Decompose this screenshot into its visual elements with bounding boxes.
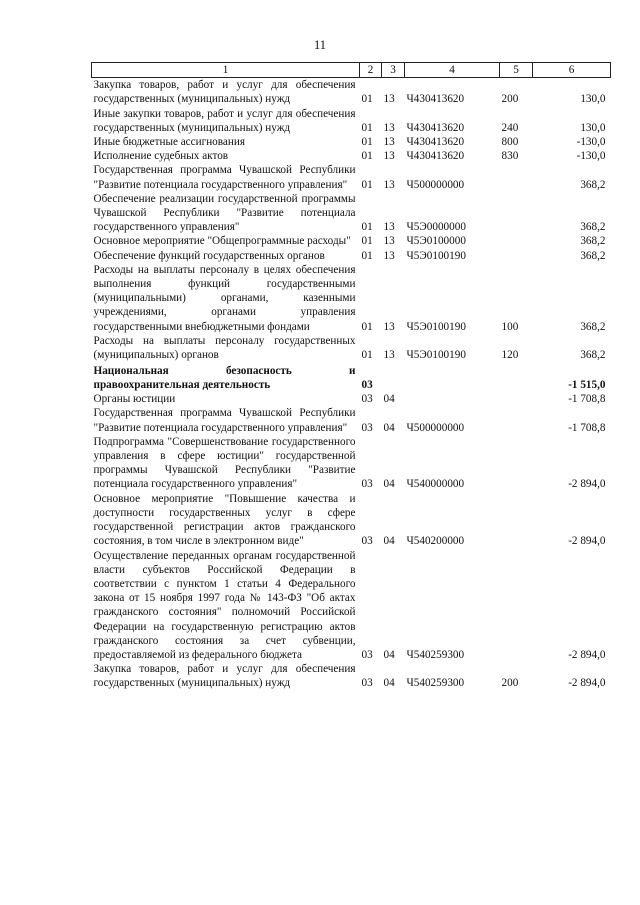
row-expense-type bbox=[500, 192, 533, 235]
row-name: Национальная безопасность и правоохранительная деятельность bbox=[93, 364, 356, 392]
row-section: 01 bbox=[361, 150, 373, 163]
row-section: 01 bbox=[361, 93, 373, 106]
row-target-code: Ч540259300 bbox=[406, 648, 465, 661]
row-amount: -1 708,8 bbox=[568, 393, 606, 406]
row-expense-type bbox=[500, 492, 533, 549]
row-name: Обеспечение функций государственных органов bbox=[93, 249, 325, 262]
row-section: 01 bbox=[361, 349, 373, 362]
row-target-code: Ч540259300 bbox=[406, 677, 465, 690]
row-name: Иные бюджетные ассигнования bbox=[93, 136, 245, 149]
table-row bbox=[92, 362, 611, 392]
row-target-code: Ч500000000 bbox=[406, 178, 465, 191]
row-section: 01 bbox=[361, 121, 373, 134]
row-expense-type: 120 bbox=[501, 349, 519, 362]
row-target-code: Ч5Э0100190 bbox=[406, 249, 466, 262]
row-subsection bbox=[382, 362, 405, 392]
row-amount: -2 894,0 bbox=[568, 677, 606, 690]
row-section: 01 bbox=[361, 320, 373, 333]
row-target-code: Ч430413620 bbox=[406, 136, 465, 149]
table-row bbox=[92, 234, 611, 248]
row-amount: 368,2 bbox=[580, 249, 606, 262]
row-name: Закупка товаров, работ и услуг для обеспечения государственных (муниципальных) нужд bbox=[93, 663, 356, 690]
table-header bbox=[92, 63, 611, 78]
row-amount: 368,2 bbox=[580, 320, 606, 333]
row-expense-type bbox=[500, 163, 533, 191]
row-name: Основное мероприятие "Общепрограммные расходы" bbox=[93, 235, 351, 248]
row-section: 03 bbox=[361, 478, 373, 491]
row-amount: -2 894,0 bbox=[568, 648, 606, 661]
page-number: 11 bbox=[313, 38, 327, 52]
row-name: Исполнение судебных актов bbox=[93, 150, 229, 163]
row-subsection: 04 bbox=[383, 393, 395, 406]
row-section: 01 bbox=[361, 178, 373, 191]
row-expense-type: 830 bbox=[501, 150, 519, 163]
header-row bbox=[92, 63, 611, 78]
row-expense-type bbox=[500, 435, 533, 492]
header-col-3: 3 bbox=[382, 63, 405, 78]
row-target-code: Ч540000000 bbox=[406, 478, 465, 491]
row-section: 03 bbox=[361, 677, 373, 690]
row-section: 03 bbox=[361, 421, 373, 434]
row-section: 01 bbox=[361, 136, 373, 149]
row-amount: 368,2 bbox=[580, 235, 606, 248]
row-subsection: 13 bbox=[383, 320, 395, 333]
table-row bbox=[92, 107, 611, 135]
row-name: Государственная программа Чувашской Республики "Развитие потенциала государственного управления" bbox=[93, 407, 356, 434]
row-amount: -1 515,0 bbox=[568, 379, 606, 392]
budget-table bbox=[91, 62, 611, 691]
table-row bbox=[92, 163, 611, 191]
row-name: Основное мероприятие "Повышение качества и доступности государственных услуг в сфере государственной регистрации актов гражданского состояния, в том числе в электронном виде" bbox=[93, 492, 356, 548]
row-target-code: Ч500000000 bbox=[406, 421, 465, 434]
row-name: Иные закупки товаров, работ и услуг для обеспечения государственных (муниципальных) нужд bbox=[93, 107, 356, 134]
row-expense-type bbox=[500, 549, 533, 663]
header-col-2: 2 bbox=[360, 63, 382, 78]
row-section: 01 bbox=[361, 235, 373, 248]
row-subsection: 13 bbox=[383, 93, 395, 106]
row-section: 03 bbox=[361, 393, 373, 406]
table-row bbox=[92, 192, 611, 235]
row-target-code: Ч540200000 bbox=[406, 535, 465, 548]
row-target-code bbox=[405, 392, 500, 406]
table-row bbox=[92, 406, 611, 434]
row-target-code bbox=[405, 362, 500, 392]
row-expense-type: 100 bbox=[501, 320, 519, 333]
row-amount: -1 708,8 bbox=[568, 421, 606, 434]
row-subsection: 04 bbox=[383, 421, 395, 434]
row-name: Государственная программа Чувашской Республики "Развитие потенциала государственного управления" bbox=[93, 164, 356, 191]
row-amount: -130,0 bbox=[576, 150, 606, 163]
row-subsection: 13 bbox=[383, 235, 395, 248]
row-subsection: 04 bbox=[383, 648, 395, 661]
row-target-code: Ч5Э0100000 bbox=[406, 235, 466, 248]
table-row bbox=[92, 662, 611, 690]
row-amount: 368,2 bbox=[580, 221, 606, 234]
header-col-6: 6 bbox=[533, 63, 611, 78]
row-subsection: 04 bbox=[383, 535, 395, 548]
row-section: 03 bbox=[361, 535, 373, 548]
row-subsection: 04 bbox=[383, 677, 395, 690]
row-target-code: Ч430413620 bbox=[406, 150, 465, 163]
row-amount: 368,2 bbox=[580, 178, 606, 191]
table-row bbox=[92, 492, 611, 549]
header-col-5: 5 bbox=[500, 63, 533, 78]
row-name: Осуществление переданных органам государственной власти субъектов Российской Федерации в соответствии с пунктом 1 статьи 4 Федерального закона от 15 ноября 1997 года № 143-ФЗ "Об актах гражданского состояния" полномочий Российской Федерации на государственную регистрацию актов гражданского состояния за счет субвенции, предоставляемой из федерального бюджета bbox=[93, 549, 356, 661]
row-expense-type: 240 bbox=[501, 121, 519, 134]
row-name: Расходы на выплаты персоналу в целях обеспечения выполнения функций государственными (муниципальными) органами, казенными учреждениями, органами управления государственными внебюджетными фондами bbox=[93, 263, 356, 333]
row-target-code: Ч430413620 bbox=[406, 93, 465, 106]
row-amount: -2 894,0 bbox=[568, 478, 606, 491]
row-subsection: 13 bbox=[383, 349, 395, 362]
row-expense-type: 200 bbox=[501, 93, 519, 106]
row-expense-type bbox=[500, 362, 533, 392]
row-section: 01 bbox=[361, 249, 373, 262]
row-subsection: 13 bbox=[383, 221, 395, 234]
row-target-code: Ч430413620 bbox=[406, 121, 465, 134]
row-expense-type bbox=[500, 234, 533, 248]
row-name: Обеспечение реализации государственной программы Чувашской Республики "Развитие потенциала государственного управления" bbox=[93, 192, 356, 234]
row-name: Расходы на выплаты персоналу государственных (муниципальных) органов bbox=[93, 334, 356, 362]
row-section: 03 bbox=[361, 648, 373, 661]
row-target-code: Ч5Э0100190 bbox=[406, 320, 466, 333]
table-row bbox=[92, 135, 611, 149]
row-section: 01 bbox=[361, 221, 373, 234]
table-row bbox=[92, 392, 611, 406]
row-section: 03 bbox=[361, 379, 373, 392]
row-subsection: 13 bbox=[383, 178, 395, 191]
row-subsection: 13 bbox=[383, 150, 395, 163]
table-row bbox=[92, 435, 611, 492]
row-subsection: 04 bbox=[383, 478, 395, 491]
row-name: Подпрограмма "Совершенствование государственного управления в сфере юстиции" государственной программы Чувашской Республики "Развитие потенциала государственного управления" bbox=[93, 435, 356, 491]
table-row bbox=[92, 78, 611, 107]
row-subsection: 13 bbox=[383, 136, 395, 149]
row-expense-type: 800 bbox=[501, 136, 519, 149]
row-subsection: 13 bbox=[383, 121, 395, 134]
row-amount: -130,0 bbox=[576, 136, 606, 149]
header-col-4: 4 bbox=[405, 63, 500, 78]
row-name: Закупка товаров, работ и услуг для обеспечения государственных (муниципальных) нужд bbox=[93, 79, 356, 106]
table-row bbox=[92, 334, 611, 362]
row-amount: -2 894,0 bbox=[568, 535, 606, 548]
table-row bbox=[92, 249, 611, 263]
row-expense-type bbox=[500, 249, 533, 263]
row-amount: 130,0 bbox=[580, 93, 606, 106]
row-subsection: 13 bbox=[383, 249, 395, 262]
table-row bbox=[92, 263, 611, 334]
table-body bbox=[92, 78, 611, 691]
row-expense-type: 200 bbox=[501, 677, 519, 690]
row-target-code: Ч5Э0000000 bbox=[406, 221, 466, 234]
row-amount: 130,0 bbox=[580, 121, 606, 134]
table-row bbox=[92, 149, 611, 163]
row-expense-type bbox=[500, 392, 533, 406]
row-amount: 368,2 bbox=[580, 349, 606, 362]
row-expense-type bbox=[500, 406, 533, 434]
table-row bbox=[92, 549, 611, 663]
header-col-1: 1 bbox=[92, 63, 360, 78]
row-name: Органы юстиции bbox=[93, 393, 176, 406]
row-target-code: Ч5Э0100190 bbox=[406, 349, 466, 362]
